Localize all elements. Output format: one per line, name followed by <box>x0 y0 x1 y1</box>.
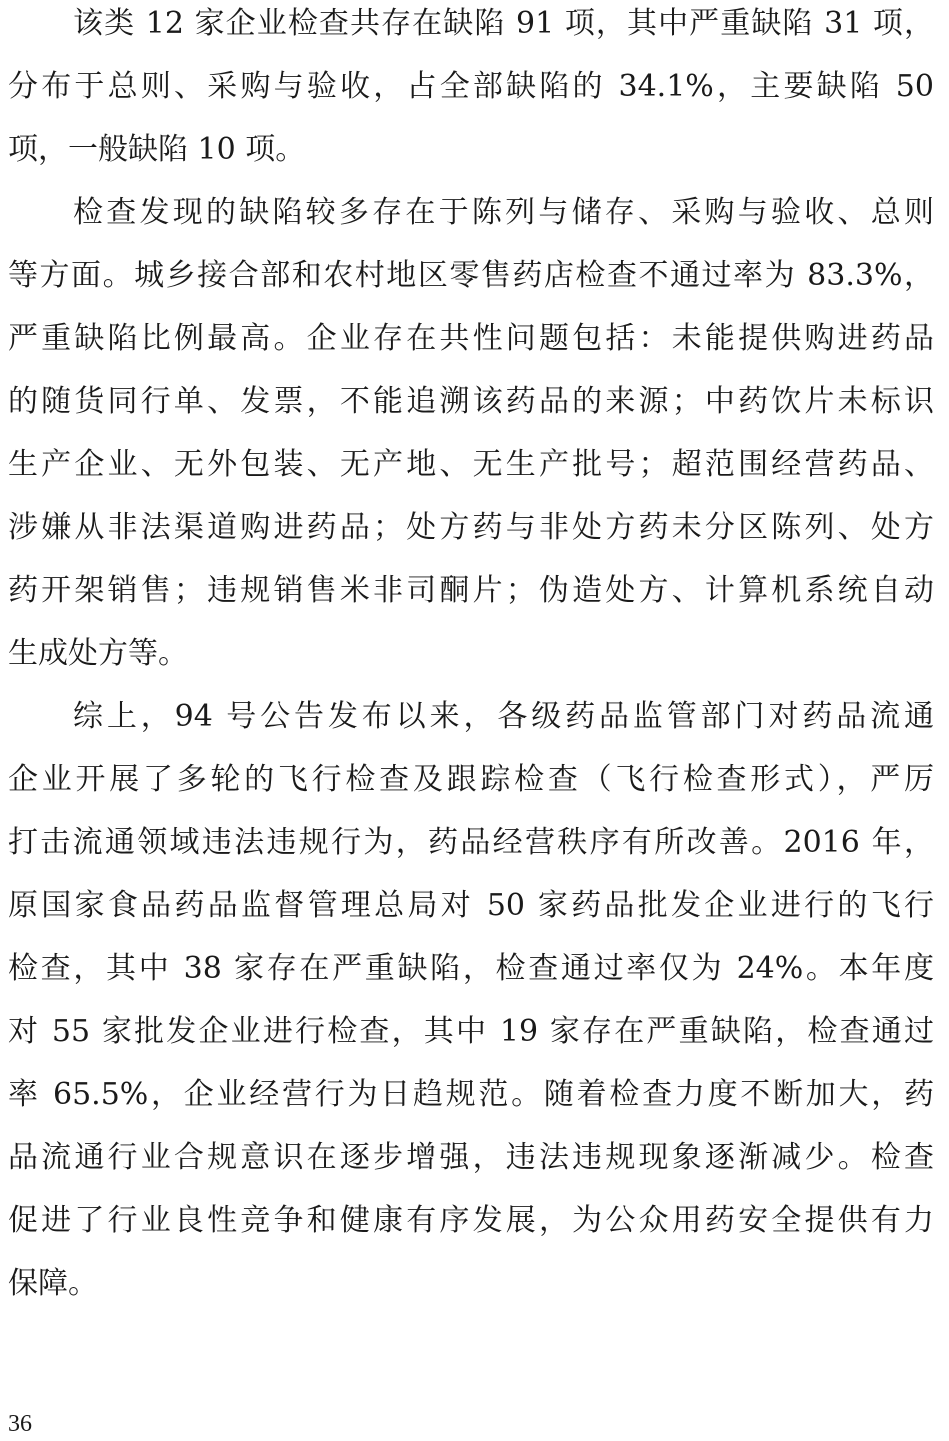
text-line: 的随货同行单、发票，不能追溯该药品的来源；中药饮片未标识 <box>8 384 934 419</box>
text-line: 综上，94 号公告发布以来，各级药品监管部门对药品流通 <box>73 699 934 734</box>
text-line: 分布于总则、采购与验收，占全部缺陷的 34.1%，主要缺陷 50 <box>8 69 934 104</box>
text-line: 涉嫌从非法渠道购进药品；处方药与非处方药未分区陈列、处方 <box>8 510 934 545</box>
page-number: 36 <box>8 1411 32 1437</box>
text-line: 率 65.5%，企业经营行为日趋规范。随着检查力度不断加大，药 <box>8 1077 934 1112</box>
text-line: 检查发现的缺陷较多存在于陈列与储存、采购与验收、总则 <box>73 195 934 230</box>
text-line: 项，一般缺陷 10 项。 <box>8 132 306 167</box>
text-line: 等方面。城乡接合部和农村地区零售药店检查不通过率为 83.3%， <box>8 258 934 293</box>
text-line: 促进了行业良性竞争和健康有序发展，为公众用药安全提供有力 <box>8 1203 934 1238</box>
text-line: 对 55 家批发企业进行检查，其中 19 家存在严重缺陷，检查通过 <box>8 1014 934 1049</box>
text-line: 药开架销售；违规销售米非司酮片；伪造处方、计算机系统自动 <box>8 573 934 608</box>
text-line: 生产企业、无外包装、无产地、无生产批号；超范围经营药品、 <box>8 447 934 482</box>
text-line: 品流通行业合规意识在逐步增强，违法违规现象逐渐减少。检查 <box>8 1140 934 1175</box>
text-line: 企业开展了多轮的飞行检查及跟踪检查（飞行检查形式），严厉 <box>8 762 934 797</box>
text-line: 原国家食品药品监督管理总局对 50 家药品批发企业进行的飞行 <box>8 888 934 923</box>
text-line: 严重缺陷比例最高。企业存在共性问题包括：未能提供购进药品 <box>8 321 934 356</box>
text-line: 保障。 <box>8 1266 98 1301</box>
text-line: 该类 12 家企业检查共存在缺陷 91 项，其中严重缺陷 31 项， <box>73 6 934 41</box>
text-line: 检查，其中 38 家存在严重缺陷，检查通过率仅为 24%。本年度 <box>8 951 934 986</box>
text-line: 打击流通领域违法违规行为，药品经营秩序有所改善。2016 年， <box>8 825 934 860</box>
text-line: 生成处方等。 <box>8 636 188 671</box>
